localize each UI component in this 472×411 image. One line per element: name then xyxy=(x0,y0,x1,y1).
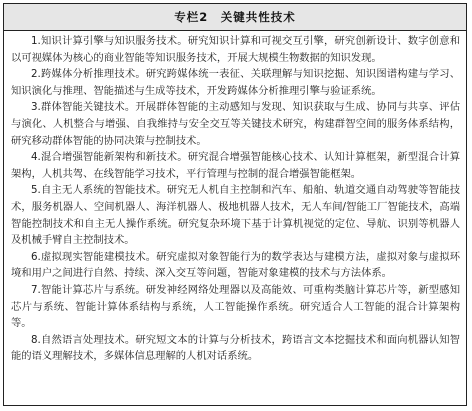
item-natural-language-processing: 8.自然语言处理技术。研究短文本的计算与分析技术，跨语言文本挖掘技术和面向机器认知智能的语义理解技术，多媒体信息理解的人机对话系统。 xyxy=(11,333,460,363)
box-title: 专栏2 关键共性技术 xyxy=(174,10,296,24)
box-body xyxy=(4,31,466,365)
item-virtual-reality-modeling: 6.虚拟现实智能建模技术。研究虚拟对象智能行为的数学表达与建模方法，虚拟对象与虚拟环境和用户之间进行自然、持续、深入交互等问题，智能对象建模的技术与方法体系。 xyxy=(11,250,460,280)
item-cross-media-reasoning: 2.跨媒体分析推理技术。研究跨媒体统一表征、关联理解与知识挖掘、知识图谱构建与学习、知识演化与推理、智能描述与生成等技术，开发跨媒体分析推理引擎与验证系统。 xyxy=(11,68,460,97)
item-autonomous-unmanned-systems: 5.自主无人系统的智能技术。研究无人机自主控制和汽车、船舶、轨道交通自动驾驶等智能技术，服务机器人、空间机器人、海洋机器人、极地机器人技术，无人车间/智能工厂智能技术，高端智能控制技术和自主无人操作系统。研究复杂环境下基于计算机视觉的定位、导航、识别等机器人及机械手臂自主控制技术。 xyxy=(11,184,460,247)
item-knowledge-computing: 1.知识计算引擎与知识服务技术。研究知识计算和可视交互引擎，研究创新设计、数字创意和以可视媒体为核心的商业智能等知识服务技术，开展大规模生物数据的知识发现。 xyxy=(11,35,460,64)
box-header xyxy=(4,4,466,31)
feature-box xyxy=(3,3,467,406)
item-intelligent-chips: 7.智能计算芯片与系统。研发神经网络处理器以及高能效、可重构类脑计算芯片等，新型感知芯片与系统、智能计算体系结构与系统，人工智能操作系统。研究适合人工智能的混合计算架构等。 xyxy=(11,283,460,330)
item-hybrid-augmented-intelligence: 4.混合增强智能新架构和新技术。研究混合增强智能核心技术、认知计算框架，新型混合计算架构，人机共驾、在线智能学习技术，平行管理与控制的混合增强智能框架。 xyxy=(11,151,460,180)
item-swarm-intelligence: 3.群体智能关键技术。开展群体智能的主动感知与发现、知识获取与生成、协同与共享、评估与演化、人机整合与增强、自我维持与安全交互等关键技术研究，构建群智空间的服务体系结构，研究移动群体智能的协同决策与控制技术。 xyxy=(11,101,460,147)
